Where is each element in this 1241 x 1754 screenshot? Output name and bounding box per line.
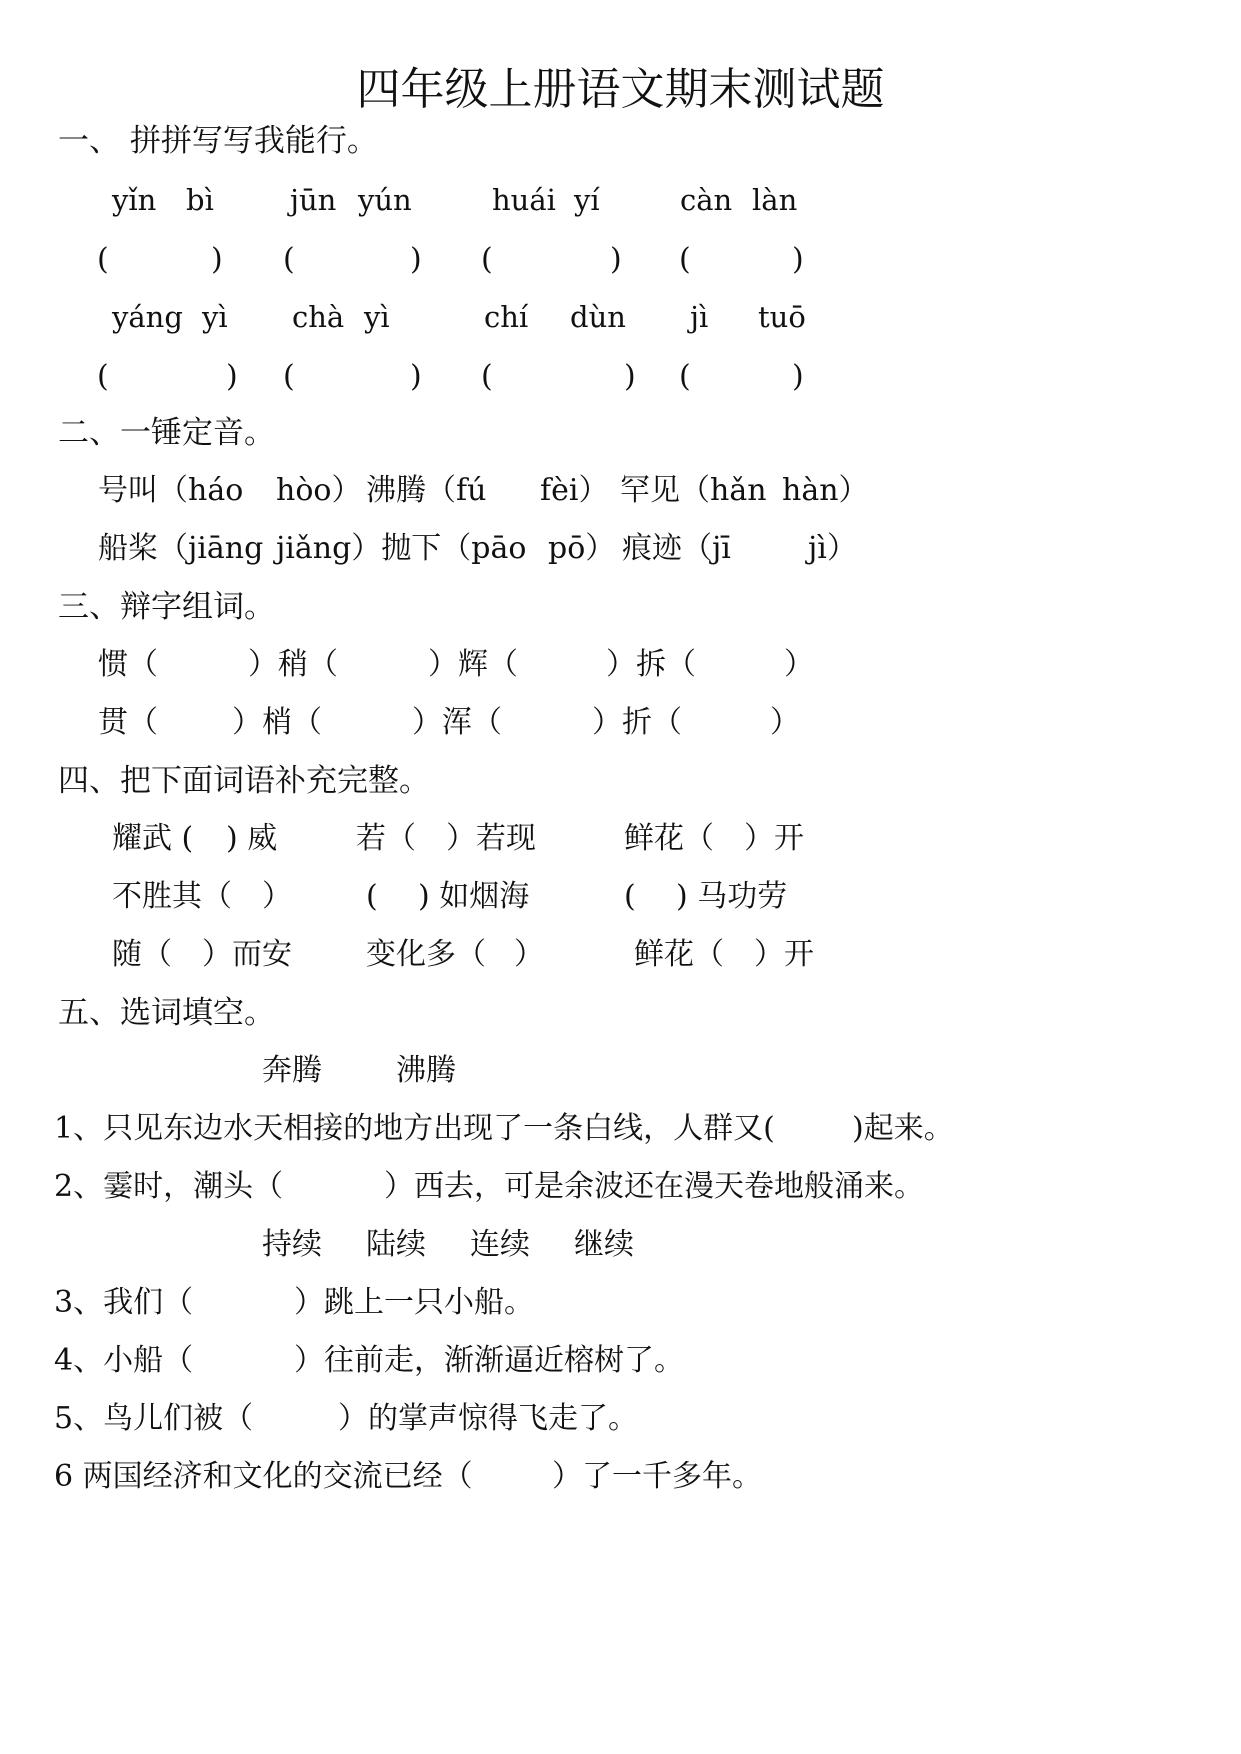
question-text: ）跳上一只小船。 [294,1285,534,1320]
idiom-part: 变化多（ [366,937,486,972]
idiom-part: 鲜花（ [634,937,724,972]
choice: hàn） [782,473,869,508]
word-option: 沸腾 [396,1053,456,1088]
idiom-part: 鲜花（ [624,821,714,856]
question-text: 3、我们（ [54,1285,194,1320]
choice: 号叫（háo [98,473,244,508]
pinyin: dùn [570,300,626,334]
choice: 痕迹（jī [622,531,731,566]
choice: 船桨（jiāng [98,531,264,566]
idiom-part: ) 如烟海 [418,879,530,914]
pinyin: chà [292,300,345,334]
pinyin: yún [358,183,412,217]
word-cell: 贯（ [98,705,158,740]
choice: 罕见（hǎn [620,473,767,508]
blank-close: ) [624,359,636,394]
choice: jiǎng）抛下（pāo [276,531,527,566]
question-text: 6 两国经济和文化的交流已经（ [54,1459,473,1494]
pinyin: huái [492,183,556,217]
pinyin: làn [752,183,798,217]
word-cell: ）拆（ [606,647,696,682]
idiom-part: ） [514,937,544,972]
question-text: 5、鸟儿们被（ [54,1401,254,1436]
pinyin: yí [574,183,600,217]
section-5-heading: 五、选词填空。 [58,995,275,1031]
idiom-part: ( [366,879,378,914]
word-cell: ）折（ [592,705,682,740]
section-4-heading: 四、把下面词语补充完整。 [58,763,430,799]
word-option: 连续 [470,1227,530,1262]
blank-close: ) [211,242,223,277]
idiom-part: ) 马功劳 [676,879,788,914]
question-text: ）了一千多年。 [552,1459,762,1494]
pinyin: bì [186,183,214,217]
pinyin: jì [690,300,709,334]
question-text: 2、霎时，潮头（ [54,1169,284,1204]
blank-open: ( [481,359,493,394]
idiom-part: ( [624,879,636,914]
idiom-part: ）而安 [202,937,292,972]
blank-open: ( [97,359,109,394]
idiom-part: 耀武 ( [112,821,194,856]
idiom-part: 不胜其（ [112,879,232,914]
idiom-part: ）开 [744,821,804,856]
question-text: ）西去，可是余波还在漫天卷地般涌来。 [384,1169,924,1204]
word-cell: ） [784,647,814,682]
section-1-heading: 一、 拼拼写写我能行。 [58,123,378,159]
pinyin: tuō [758,300,806,334]
section-2-heading: 二、一锤定音。 [58,415,275,451]
idiom-part: ）开 [754,937,814,972]
page-title: 四年级上册语文期末测试题 [356,64,885,115]
pinyin: yì [364,300,390,334]
word-cell: ）梢（ [232,705,322,740]
pinyin: yì [202,300,228,334]
pinyin: càn [680,183,733,217]
choice: pō） [548,531,616,566]
idiom-part: ）若现 [446,821,536,856]
choice: jì） [808,531,857,566]
word-cell: ）浑（ [412,705,502,740]
section-3-heading: 三、辩字组词。 [58,589,275,625]
question-text: )起来。 [852,1111,954,1146]
question-text: ）往前走，渐渐逼近榕树了。 [294,1343,684,1378]
choice: hòo） [276,473,362,508]
idiom-part: ） [262,879,292,914]
choice: 沸腾（fú [366,473,487,508]
question-text: 1、只见东边水天相接的地方出现了一条白线，人群又( [54,1111,775,1146]
pinyin: chí [484,300,529,334]
idiom-part: ) 威 [226,821,278,856]
blank-open: ( [283,242,295,277]
pinyin: yáng [112,300,183,334]
question-text: 4、小船（ [54,1343,194,1378]
blank-open: ( [97,242,109,277]
word-option: 持续 [262,1227,322,1262]
question-text: ）的掌声惊得飞走了。 [338,1401,638,1436]
blank-close: ) [410,359,422,394]
choice: fèi） [540,473,609,508]
blank-close: ) [410,242,422,277]
word-cell: 惯（ [98,647,158,682]
pinyin: jūn [290,183,337,217]
pinyin: yǐn [112,183,157,217]
blank-close: ) [792,242,804,277]
blank-close: ) [792,359,804,394]
word-option: 陆续 [366,1227,426,1262]
idiom-part: 随（ [112,937,172,972]
blank-open: ( [679,359,691,394]
blank-open: ( [283,359,295,394]
word-option: 奔腾 [262,1053,322,1088]
blank-open: ( [679,242,691,277]
word-cell: ） [770,705,800,740]
idiom-part: 若（ [356,821,416,856]
blank-close: ) [610,242,622,277]
blank-open: ( [481,242,493,277]
blank-close: ) [226,359,238,394]
word-option: 继续 [574,1227,634,1262]
word-cell: ）稍（ [248,647,338,682]
word-cell: ）辉（ [428,647,518,682]
